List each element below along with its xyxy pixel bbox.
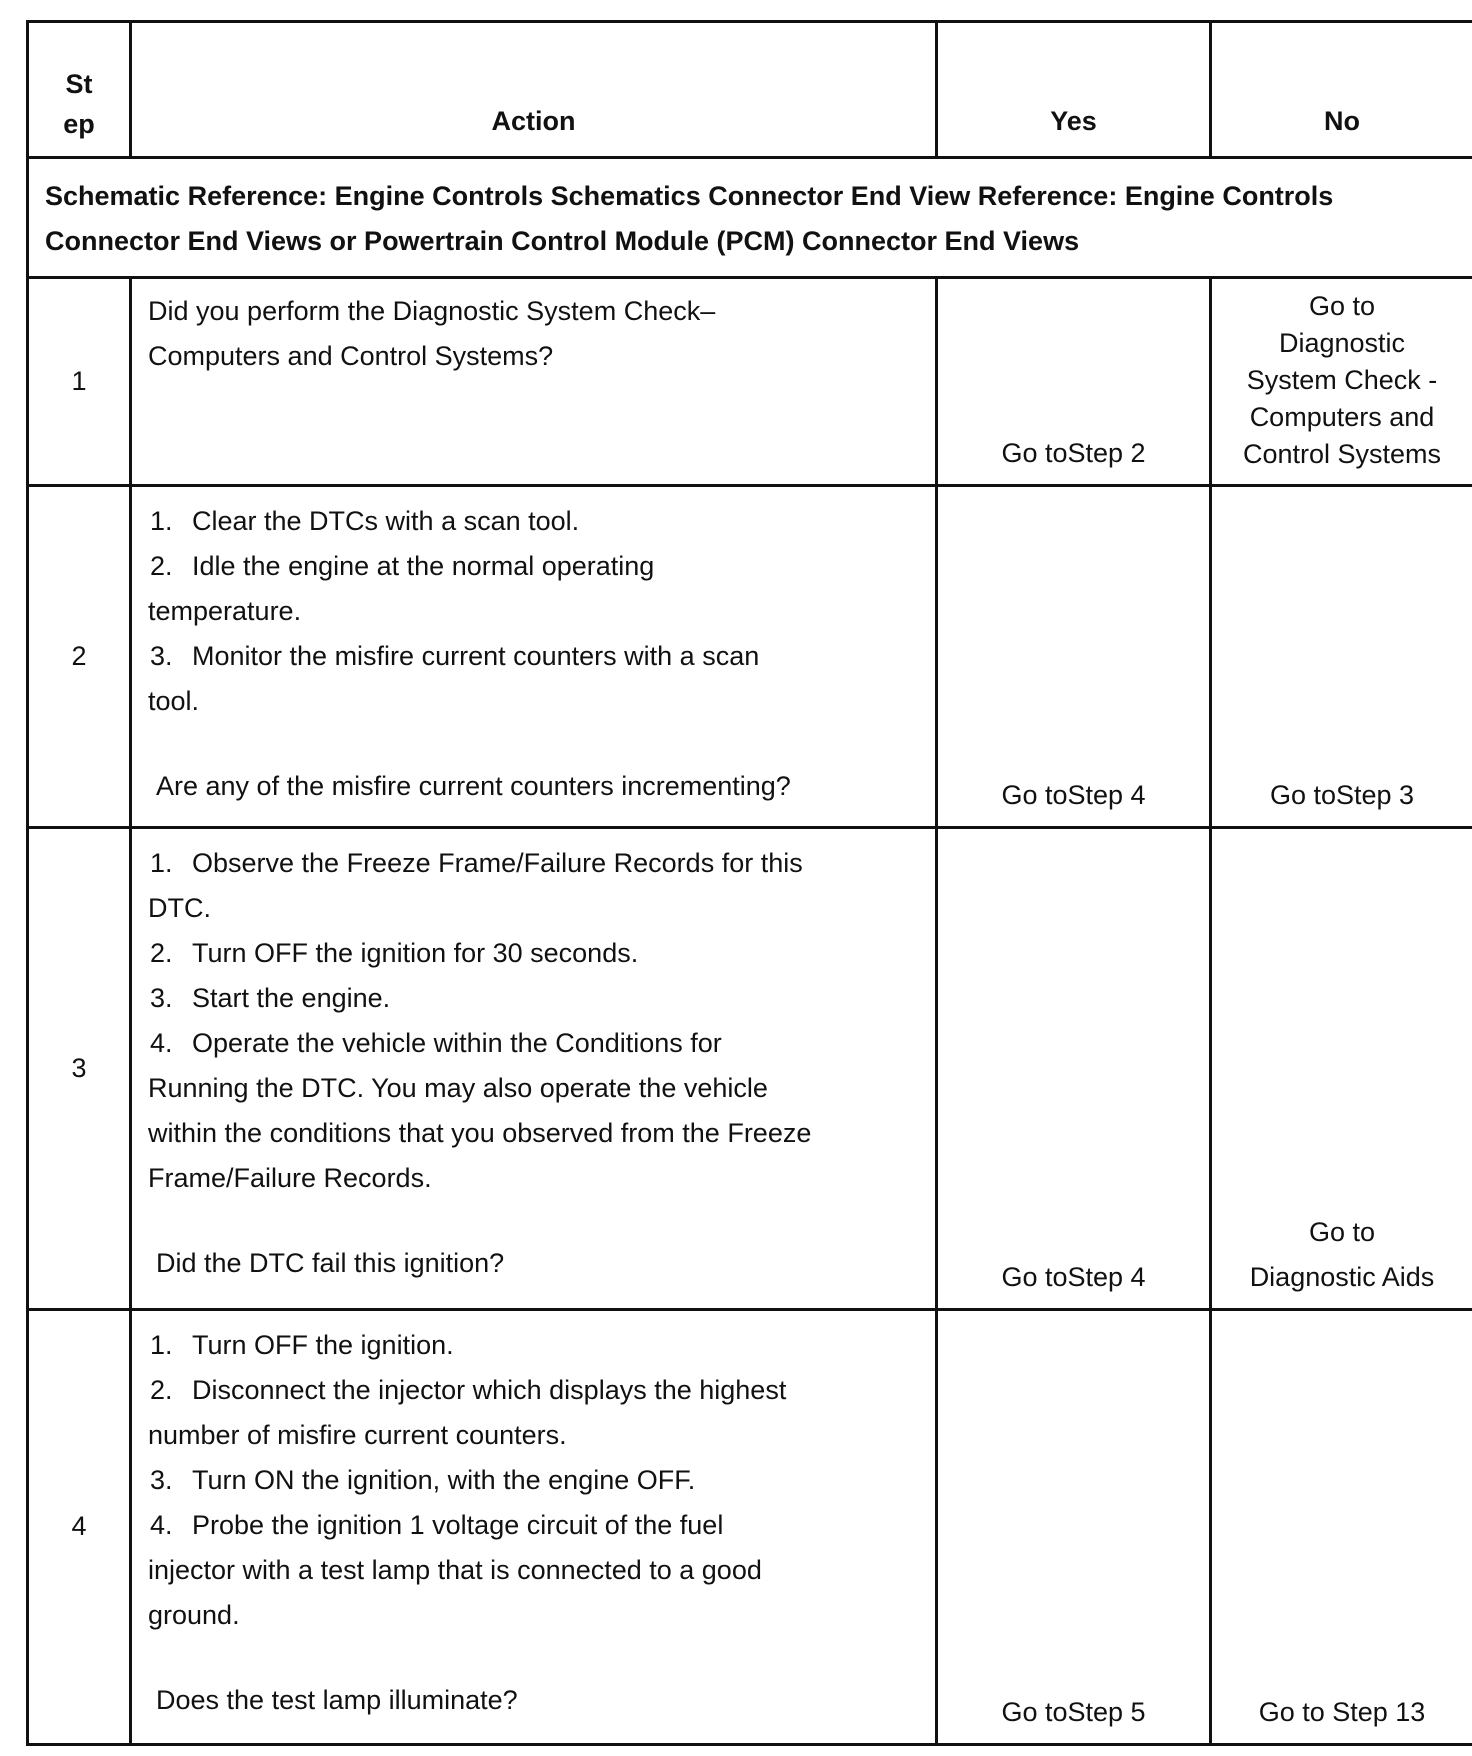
header-row — [28, 22, 1472, 158]
list-item: 1. Turn OFF the ignition. — [150, 1329, 454, 1360]
table-row — [28, 485, 1472, 828]
step-number: 2 — [28, 485, 131, 828]
action-line: Did you perform the Diagnostic System Check– — [148, 296, 716, 327]
list-item: 3. Turn ON the ignition, with the engine OFF. — [150, 1464, 696, 1495]
list-item: ground. — [148, 1599, 240, 1630]
schematic-reference — [28, 157, 1472, 277]
yes-cell: Go toStep 4 — [937, 485, 1211, 828]
action-cell — [131, 828, 937, 1309]
list-item: 3. Monitor the misfire current counters with a scan — [150, 640, 760, 671]
reference-row — [28, 157, 1472, 277]
action-cell — [131, 278, 937, 486]
action-line: Computers and Control Systems? — [148, 341, 554, 372]
action-cell — [131, 1309, 937, 1744]
no-line: Computers and — [1249, 402, 1435, 433]
list-item: 3. Start the engine. — [150, 983, 391, 1014]
list-item: 1. Clear the DTCs with a scan tool. — [150, 505, 580, 536]
header-step-line2: ep — [63, 108, 95, 139]
question: Does the test lamp illuminate? — [156, 1684, 518, 1715]
list-item: 2. Idle the engine at the normal operating — [150, 550, 655, 581]
question: Are any of the misfire current counters incrementing? — [156, 770, 791, 801]
no-line: Go to — [1308, 1216, 1376, 1247]
no-cell — [1211, 828, 1472, 1309]
list-item: tool. — [148, 685, 200, 716]
table-row — [28, 278, 1472, 486]
table-row — [28, 1309, 1472, 1744]
list-item: within the conditions that you observed from the Freeze — [148, 1118, 812, 1149]
step-number: 4 — [28, 1309, 131, 1744]
list-item: 1. Observe the Freeze Frame/Failure Records for this — [150, 848, 803, 879]
list-item: 4. Operate the vehicle within the Conditions for — [150, 1028, 722, 1059]
list-item: temperature. — [148, 595, 302, 626]
action-cell — [131, 485, 937, 828]
no-line: Diagnostic — [1278, 328, 1406, 359]
list-item: injector with a test lamp that is connected to a good — [148, 1554, 762, 1585]
list-item: Frame/Failure Records. — [148, 1163, 432, 1194]
no-cell: Go to Step 13 — [1211, 1309, 1472, 1744]
question: Did the DTC fail this ignition? — [156, 1248, 505, 1279]
step-number: 1 — [28, 278, 131, 486]
header-no: No — [1211, 22, 1472, 158]
list-item: Running the DTC. You may also operate the vehicle — [148, 1073, 768, 1104]
reference-line2: Connector End Views or Powertrain Control Module (PCM) Connector End Views — [45, 226, 1080, 257]
table-row — [28, 828, 1472, 1309]
reference-line1: Schematic Reference: Engine Controls Schematics Connector End View Reference: Engine Controls — [45, 181, 1334, 212]
header-action: Action — [131, 22, 937, 158]
header-step-line1: St — [65, 68, 93, 99]
list-item: 2. Turn OFF the ignition for 30 seconds. — [150, 938, 639, 969]
yes-cell: Go toStep 4 — [937, 828, 1211, 1309]
no-line: Control Systems — [1242, 439, 1442, 470]
yes-cell: Go toStep 2 — [937, 278, 1211, 486]
no-line: Go to — [1308, 291, 1376, 322]
list-item: DTC. — [148, 893, 211, 924]
no-line: Diagnostic Aids — [1249, 1261, 1435, 1292]
no-cell: Go toStep 3 — [1211, 485, 1472, 828]
list-item: number of misfire current counters. — [148, 1419, 567, 1450]
no-line: System Check - — [1246, 365, 1438, 396]
header-yes: Yes — [937, 22, 1211, 158]
yes-cell: Go toStep 5 — [937, 1309, 1211, 1744]
step-number: 3 — [28, 828, 131, 1309]
no-cell — [1211, 278, 1472, 486]
diagnostic-table — [26, 20, 1472, 1746]
list-item: 2. Disconnect the injector which displays the highest — [150, 1374, 787, 1405]
header-step — [28, 22, 131, 158]
list-item: 4. Probe the ignition 1 voltage circuit of the fuel — [150, 1509, 724, 1540]
